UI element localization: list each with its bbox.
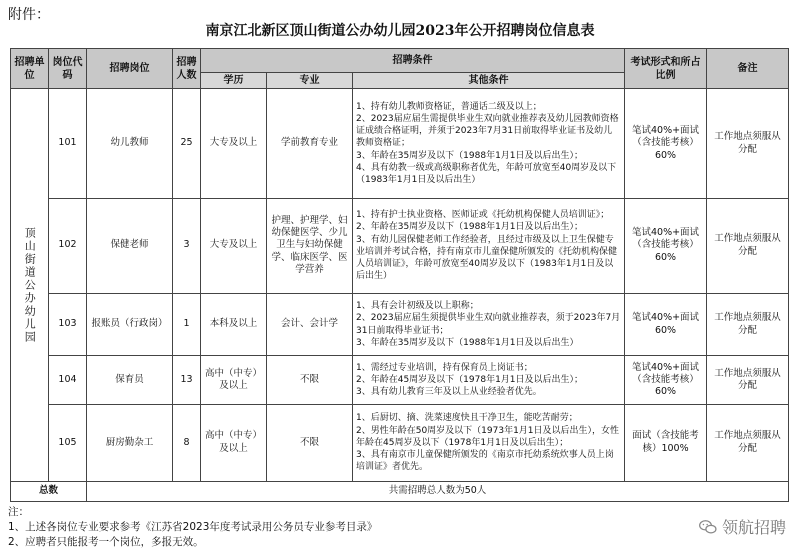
position-remark: 工作地点须服从分配: [707, 293, 789, 356]
header-remarks: 备注: [707, 49, 789, 89]
unit-name: 顶山街道公办幼儿园: [11, 89, 49, 481]
recruitment-table: [10, 48, 789, 502]
position-code: 105: [49, 404, 87, 481]
header-count: 招聘人数: [173, 49, 201, 89]
position-code: 102: [49, 198, 87, 293]
position-remark: 工作地点须服从分配: [707, 198, 789, 293]
header-position: 招聘岗位: [87, 49, 173, 89]
position-code: 103: [49, 293, 87, 356]
table-row: [11, 89, 789, 198]
position-name: 报账员（行政岗）: [87, 293, 173, 356]
position-education: 大专及以上: [201, 89, 267, 198]
position-major: 学前教育专业: [267, 89, 353, 198]
position-major: 不限: [267, 356, 353, 405]
attachment-label: 附件：: [8, 7, 50, 23]
position-education: 本科及以上: [201, 293, 267, 356]
note-item: 2、应聘者只能报考一个岗位，多报无效。: [8, 536, 204, 549]
table-row: [11, 293, 789, 356]
position-other-conditions: 1、具有会计初级及以上职称； 2、2023届应届生须提供毕业生双向就业推荐表，须于2023年7月31日前取得毕业证书； 3、年龄在35周岁及以下（1988年1月1日及以后出生）: [353, 293, 625, 356]
position-count: 13: [173, 356, 201, 405]
position-major: 护理、护理学、妇幼保健医学、少儿卫生与妇幼保健学、临床医学、医学营养: [267, 198, 353, 293]
position-name: 幼儿教师: [87, 89, 173, 198]
position-exam: 笔试40%+面试（含技能考核）60%: [625, 89, 707, 198]
header-unit: 招聘单位: [11, 49, 49, 89]
position-remark: 工作地点须服从分配: [707, 404, 789, 481]
header-other: 其他条件: [353, 73, 625, 89]
position-remark: 工作地点须服从分配: [707, 89, 789, 198]
table-row: [11, 356, 789, 405]
header-exam: 考试形式和所占比例: [625, 49, 707, 89]
notes: [8, 505, 377, 551]
position-exam: 笔试40%+面试60%: [625, 293, 707, 356]
position-other-conditions: 1、需经过专业培训，持有保育员上岗证书； 2、年龄在45周岁及以下（1978年1月1日及以后出生）； 3、具有幼儿教育三年及以上从业经验者优先。: [353, 356, 625, 405]
position-education: 大专及以上: [201, 198, 267, 293]
table-row: [11, 198, 789, 293]
note-item: 1、上述各岗位专业要求参考《江苏省2023年度考试录用公务员专业参考目录》: [8, 521, 378, 534]
position-count: 1: [173, 293, 201, 356]
position-other-conditions: 1、持有护士执业资格、医师证或《托幼机构保健人员培训证》； 2、年龄在35周岁及以下（1988年1月1日及以后出生）； 3、有幼儿园保健老师工作经验者，且经过市级及以上卫生保健专业培训并考试合格，持有南京市儿童保健所颁发的《托幼机构保健人员培训证》，年龄可放宽至40周岁及以下（1983年1月1日及以后出生）: [353, 198, 625, 293]
position-code: 101: [49, 89, 87, 198]
position-count: 25: [173, 89, 201, 198]
position-code: 104: [49, 356, 87, 405]
position-education: 高中（中专）及以上: [201, 404, 267, 481]
watermark: [698, 515, 786, 538]
header-major: 专业: [267, 73, 353, 89]
position-major: 会计、会计学: [267, 293, 353, 356]
position-other-conditions: 1、持有幼儿教师资格证，普通话二级及以上； 2、2023届应届生需提供毕业生双向就业推荐表及幼儿园教师资格证成绩合格证明，并须于2023年7月31日前取得毕业证书及幼儿教师资格证； 3、年龄在35周岁及以下（1988年1月1日及以后出生）； 4、具有幼教一级或高级职称者优先，年龄可放宽至40周岁及以下（1983年1月1日及以后出生）: [353, 89, 625, 198]
table-row: [11, 404, 789, 481]
position-education: 高中（中专）及以上: [201, 356, 267, 405]
position-remark: 工作地点须服从分配: [707, 356, 789, 405]
watermark-text: 领航招聘: [721, 518, 786, 537]
position-major: 不限: [267, 404, 353, 481]
position-name: 保育员: [87, 356, 173, 405]
position-exam: 笔试40%+面试（含技能考核）60%: [625, 356, 707, 405]
total-row: [11, 481, 789, 501]
position-count: 8: [173, 404, 201, 481]
notes-label: 注：: [8, 506, 29, 518]
header-conditions: 招聘条件: [201, 49, 625, 73]
document-title: 南京江北新区顶山街道公办幼儿园2023年公开招聘岗位信息表: [205, 23, 595, 39]
header-code: 岗位代码: [49, 49, 87, 89]
position-name: 保健老师: [87, 198, 173, 293]
position-exam: 笔试40%+面试（含技能考核）60%: [625, 198, 707, 293]
total-text: 共需招聘总人数为50人: [87, 481, 789, 501]
total-label: 总数: [11, 481, 87, 501]
header-education: 学历: [201, 73, 267, 89]
position-count: 3: [173, 198, 201, 293]
position-exam: 面试（含技能考核）100%: [625, 404, 707, 481]
wechat-icon: [698, 517, 718, 537]
position-other-conditions: 1、后厨切、摘、洗菜速度快且干净卫生，能吃苦耐劳； 2、男性年龄在50周岁及以下（1973年1月1日及以后出生），女性年龄在45周岁及以下（1978年1月1日及以后出生）； 3、具有南京市儿童保健所颁发的《南京市托幼系统炊事人员上岗培训证》者优先。: [353, 404, 625, 481]
position-name: 厨房勤杂工: [87, 404, 173, 481]
